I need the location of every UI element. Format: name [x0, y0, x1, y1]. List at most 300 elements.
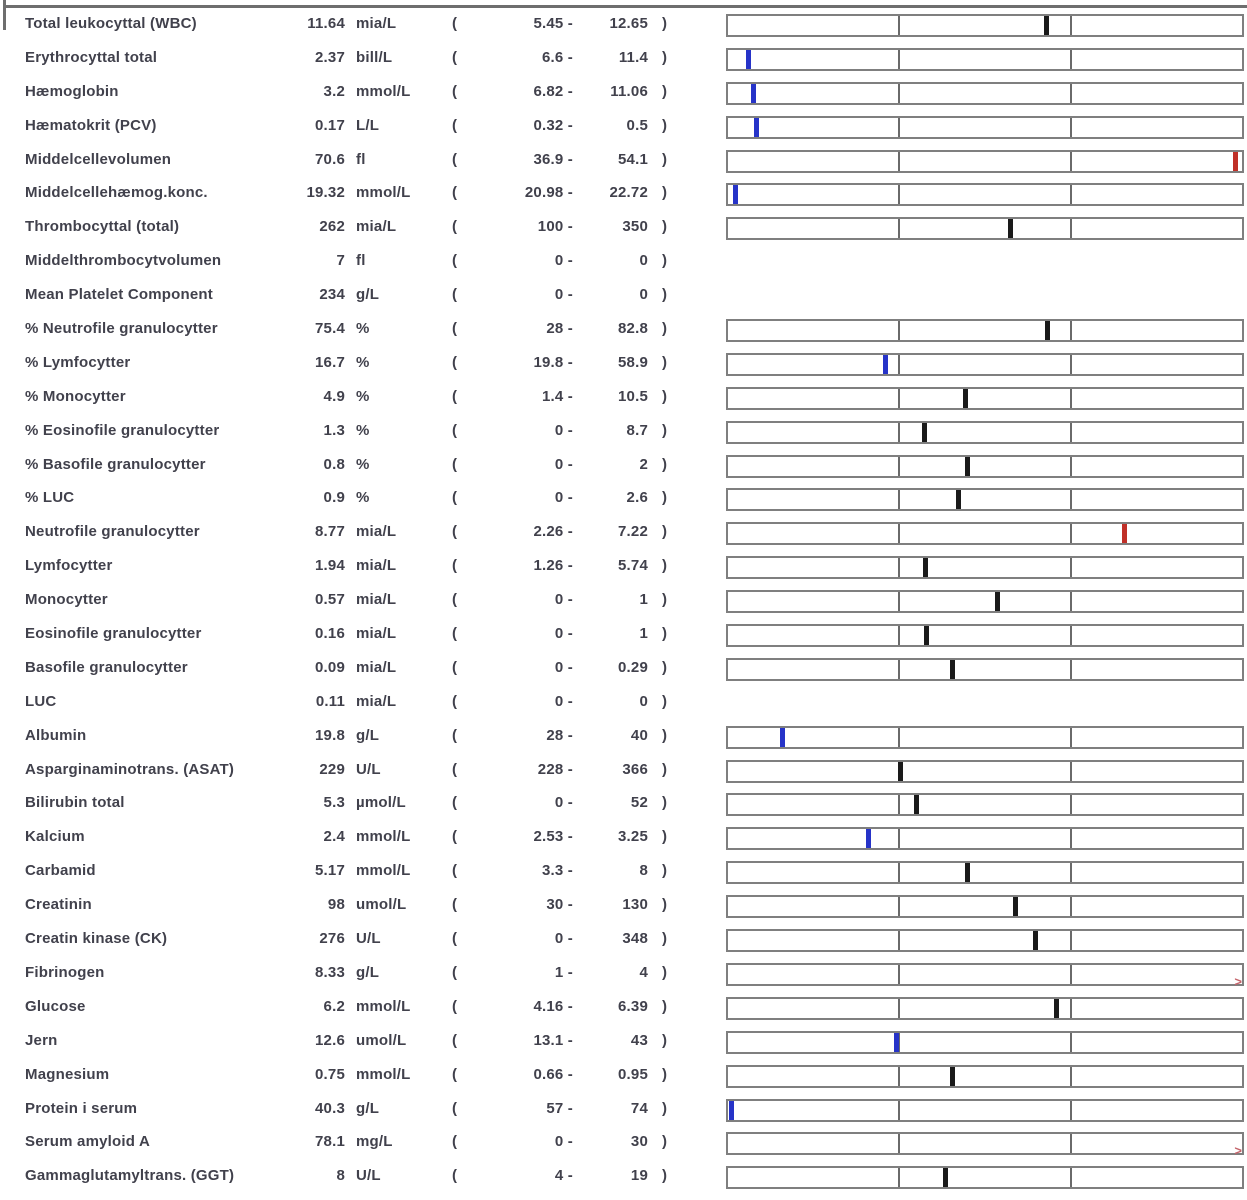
test-value: 16.7 [315, 353, 345, 371]
lab-result-row [0, 553, 1247, 587]
range-high-divider [1070, 389, 1072, 408]
lab-result-row [0, 757, 1247, 791]
range-high: 30 [630, 1133, 648, 1151]
range-close-paren: ) [662, 489, 668, 507]
test-value: 11.64 [307, 15, 345, 32]
test-unit: g/L [356, 963, 380, 981]
range-high: 0 [639, 286, 648, 304]
range-high: 43 [630, 1031, 648, 1049]
range-low: 3.3 - [541, 862, 573, 880]
test-value: 0.57 [315, 591, 345, 609]
value-tick [1233, 152, 1238, 171]
range-high-divider [1070, 118, 1072, 137]
range-low: 1.26 - [533, 557, 573, 575]
test-unit: fl [356, 252, 366, 270]
range-close-paren: ) [662, 760, 668, 778]
range-open-paren: ( [452, 862, 458, 880]
range-low: 0 - [554, 658, 573, 676]
range-low-divider [898, 152, 900, 171]
test-value: 0.16 [315, 625, 345, 643]
range-close-paren: ) [662, 353, 668, 371]
range-open-paren: ( [452, 387, 458, 405]
range-high-divider [1070, 1101, 1072, 1120]
lab-result-row [0, 485, 1247, 519]
range-bar [726, 353, 1244, 376]
range-high: 58.9 [618, 353, 648, 371]
range-close-paren: ) [662, 896, 668, 914]
test-unit: % [356, 489, 370, 507]
test-name: Glucose [25, 997, 86, 1015]
test-name: % Lymfocytter [25, 353, 131, 371]
range-bar [726, 183, 1244, 206]
test-name: Middelthrombocytvolumen [25, 252, 222, 270]
range-low-divider [898, 423, 900, 442]
value-tick [963, 389, 968, 408]
lab-result-row [0, 790, 1247, 824]
range-high-divider [1070, 152, 1072, 171]
range-low: 0 - [554, 591, 573, 609]
range-high-divider [1070, 762, 1072, 781]
range-high-divider [1070, 931, 1072, 950]
range-low-divider [898, 965, 900, 984]
test-name: Carbamid [25, 862, 96, 880]
range-high-divider [1070, 219, 1072, 238]
range-close-paren: ) [662, 15, 668, 32]
range-high: 7.22 [618, 523, 648, 541]
lab-result-row [0, 892, 1247, 926]
range-bar [726, 963, 1244, 989]
range-open-paren: ( [452, 692, 458, 710]
range-bar [726, 590, 1244, 613]
range-low-divider [898, 626, 900, 645]
range-open-paren: ( [452, 896, 458, 914]
test-unit: µmol/L [356, 794, 406, 812]
range-high: 10.5 [618, 387, 648, 405]
lab-result-row [0, 316, 1247, 350]
range-high: 40 [630, 726, 648, 744]
range-high: 74 [630, 1099, 648, 1117]
range-bar [726, 929, 1244, 952]
test-unit: mmol/L [356, 1065, 411, 1083]
test-unit: mia/L [356, 523, 397, 541]
test-value: 229 [319, 760, 345, 778]
range-bar [726, 455, 1244, 478]
test-name: Protein i serum [25, 1099, 138, 1117]
range-bar [726, 861, 1244, 884]
range-close-paren: ) [662, 150, 668, 168]
test-name: Middelcellevolumen [25, 150, 172, 168]
range-close-paren: ) [662, 1065, 668, 1083]
range-low: 19.8 - [533, 353, 573, 371]
test-unit: mia/L [356, 591, 397, 609]
range-close-paren: ) [662, 828, 668, 846]
offscale-marker: > [1234, 1143, 1242, 1159]
range-close-paren: ) [662, 421, 668, 439]
test-name: % Monocytter [25, 387, 126, 405]
range-high-divider [1070, 321, 1072, 340]
offscale-marker: > [1234, 973, 1242, 989]
range-close-paren: ) [662, 48, 668, 66]
range-bar [726, 760, 1244, 783]
range-high-divider [1070, 16, 1072, 35]
range-bar [726, 14, 1244, 37]
test-unit: % [356, 353, 370, 371]
range-close-paren: ) [662, 82, 668, 100]
range-low: 57 - [546, 1099, 573, 1117]
value-tick [965, 863, 970, 882]
lab-result-row [0, 960, 1247, 994]
range-open-paren: ( [452, 455, 458, 473]
lab-result-row [0, 994, 1247, 1028]
test-name: Lymfocytter [25, 557, 113, 575]
range-close-paren: ) [662, 862, 668, 880]
range-close-paren: ) [662, 997, 668, 1015]
range-bar [726, 997, 1244, 1020]
test-name: % Eosinofile granulocytter [25, 421, 220, 439]
lab-result-row [0, 621, 1247, 655]
range-low-divider [898, 524, 900, 543]
range-bar [726, 1099, 1244, 1122]
range-low-divider [898, 795, 900, 814]
range-low: 0 - [554, 692, 573, 710]
lab-result-row [0, 248, 1247, 282]
range-bar [726, 726, 1244, 749]
value-tick [923, 558, 928, 577]
range-open-paren: ( [452, 760, 458, 778]
test-unit: U/L [356, 760, 381, 778]
range-open-paren: ( [452, 658, 458, 676]
test-name: Neutrofile granulocytter [25, 523, 200, 541]
test-name: % Neutrofile granulocytter [25, 320, 218, 338]
test-unit: mia/L [356, 557, 397, 575]
range-close-paren: ) [662, 1031, 668, 1049]
lab-result-row [0, 1096, 1247, 1130]
range-low: 0 - [554, 930, 573, 948]
range-low-divider [898, 16, 900, 35]
range-low: 0.66 - [533, 1065, 573, 1083]
value-tick [956, 490, 961, 509]
range-close-paren: ) [662, 387, 668, 405]
range-open-paren: ( [452, 997, 458, 1015]
test-name: LUC [25, 692, 57, 710]
range-open-paren: ( [452, 150, 458, 168]
lab-result-row [0, 147, 1247, 181]
test-name: Total leukocyttal (WBC) [25, 15, 197, 32]
range-high: 22.72 [609, 184, 648, 202]
range-high: 366 [622, 760, 648, 778]
value-tick [950, 660, 955, 679]
range-low: 0.32 - [533, 116, 573, 134]
test-unit: mia/L [356, 692, 397, 710]
range-bar [726, 1065, 1244, 1088]
test-name: Basofile granulocytter [25, 658, 188, 676]
test-unit: % [356, 320, 370, 338]
range-low-divider [898, 592, 900, 611]
test-value: 4.9 [323, 387, 345, 405]
test-unit: g/L [356, 726, 380, 744]
value-tick [1054, 999, 1059, 1018]
test-value: 5.17 [315, 862, 345, 880]
value-tick [1033, 931, 1038, 950]
range-high-divider [1070, 660, 1072, 679]
test-unit: % [356, 455, 370, 473]
range-high: 54.1 [618, 150, 648, 168]
test-unit: mg/L [356, 1133, 393, 1151]
test-name: Hæmoglobin [25, 82, 119, 100]
test-name: Fibrinogen [25, 963, 105, 981]
test-value: 276 [319, 930, 345, 948]
lab-result-row [0, 655, 1247, 689]
range-open-paren: ( [452, 489, 458, 507]
test-name: Bilirubin total [25, 794, 125, 812]
range-open-paren: ( [452, 48, 458, 66]
range-high-divider [1070, 423, 1072, 442]
lab-result-row [0, 45, 1247, 79]
lab-result-row [0, 926, 1247, 960]
range-high: 2 [639, 455, 648, 473]
range-bar [726, 217, 1244, 240]
test-value: 0.11 [315, 692, 345, 710]
range-low-divider [898, 389, 900, 408]
range-bar [726, 319, 1244, 342]
test-value: 0.75 [315, 1065, 345, 1083]
test-value: 3.2 [323, 82, 345, 100]
range-open-paren: ( [452, 184, 458, 202]
test-value: 5.3 [323, 794, 345, 812]
range-low-divider [898, 660, 900, 679]
range-low-divider [898, 1067, 900, 1086]
test-value: 1.94 [315, 557, 345, 575]
test-name: Creatin kinase (CK) [25, 930, 168, 948]
test-name: Mean Platelet Component [25, 286, 213, 304]
range-open-paren: ( [452, 726, 458, 744]
range-low-divider [898, 999, 900, 1018]
range-open-paren: ( [452, 252, 458, 270]
lab-result-row [0, 350, 1247, 384]
test-value: 0.17 [315, 116, 345, 134]
range-open-paren: ( [452, 421, 458, 439]
range-bar [726, 1031, 1244, 1054]
range-low: 0 - [554, 1133, 573, 1151]
range-open-paren: ( [452, 828, 458, 846]
test-unit: % [356, 421, 370, 439]
value-tick [943, 1168, 948, 1187]
range-close-paren: ) [662, 726, 668, 744]
test-unit: L/L [356, 116, 380, 134]
range-high-divider [1070, 558, 1072, 577]
range-open-paren: ( [452, 625, 458, 643]
value-tick [995, 592, 1000, 611]
test-unit: umol/L [356, 1031, 407, 1049]
test-value: 78.1 [315, 1133, 345, 1151]
range-high-divider [1070, 1134, 1072, 1153]
range-bar [726, 387, 1244, 410]
range-low: 228 - [537, 760, 573, 778]
range-close-paren: ) [662, 591, 668, 609]
value-tick [1008, 219, 1013, 238]
range-bar [726, 556, 1244, 579]
range-low: 0 - [554, 421, 573, 439]
test-name: Serum amyloid A [25, 1133, 150, 1151]
range-open-paren: ( [452, 353, 458, 371]
range-open-paren: ( [452, 286, 458, 304]
range-low: 20.98 - [524, 184, 573, 202]
range-low: 0 - [554, 286, 573, 304]
range-low-divider [898, 728, 900, 747]
lab-result-row [0, 723, 1247, 757]
range-high: 1 [639, 591, 648, 609]
range-low: 1.4 - [541, 387, 573, 405]
test-unit: mmol/L [356, 184, 411, 202]
test-unit: U/L [356, 930, 381, 948]
test-value: 262 [319, 218, 345, 236]
range-high-divider [1070, 50, 1072, 69]
range-low-divider [898, 1168, 900, 1187]
range-open-paren: ( [452, 557, 458, 575]
test-name: Erythrocyttal total [25, 48, 158, 66]
range-low-divider [898, 185, 900, 204]
range-bar [726, 827, 1244, 850]
range-high: 82.8 [618, 320, 648, 338]
test-unit: umol/L [356, 896, 407, 914]
range-low: 36.9 - [533, 150, 573, 168]
range-close-paren: ) [662, 557, 668, 575]
range-close-paren: ) [662, 963, 668, 981]
test-value: 19.8 [315, 726, 345, 744]
range-high: 52 [630, 794, 648, 812]
test-name: Thrombocyttal (total) [25, 218, 180, 236]
range-open-paren: ( [452, 82, 458, 100]
range-low: 6.82 - [533, 82, 573, 100]
range-open-paren: ( [452, 116, 458, 134]
range-close-paren: ) [662, 625, 668, 643]
range-close-paren: ) [662, 184, 668, 202]
test-unit: mia/L [356, 15, 397, 32]
test-name: Kalcium [25, 828, 85, 846]
value-tick [965, 457, 970, 476]
test-unit: % [356, 387, 370, 405]
range-high-divider [1070, 897, 1072, 916]
test-value: 75.4 [315, 320, 345, 338]
range-bar [726, 421, 1244, 444]
lab-result-row [0, 1163, 1247, 1197]
range-low: 0 - [554, 489, 573, 507]
range-low-divider [898, 829, 900, 848]
lab-result-row [0, 519, 1247, 553]
range-open-paren: ( [452, 1099, 458, 1117]
range-open-paren: ( [452, 930, 458, 948]
range-high: 5.74 [618, 557, 648, 575]
lab-result-row [0, 824, 1247, 858]
range-low: 2.53 - [533, 828, 573, 846]
range-low: 4 - [554, 1167, 573, 1185]
range-low: 0 - [554, 794, 573, 812]
range-low: 28 - [546, 726, 573, 744]
range-high: 0 [639, 692, 648, 710]
range-bar [726, 793, 1244, 816]
range-low: 0 - [554, 252, 573, 270]
test-value: 98 [327, 896, 345, 914]
test-unit: mmol/L [356, 828, 411, 846]
range-low: 13.1 - [533, 1031, 573, 1049]
range-bar [726, 658, 1244, 681]
range-close-paren: ) [662, 455, 668, 473]
lab-result-row [0, 1129, 1247, 1163]
test-unit: g/L [356, 1099, 380, 1117]
test-name: Asparginaminotrans. (ASAT) [25, 760, 235, 778]
range-bar [726, 522, 1244, 545]
range-low: 5.45 - [533, 15, 573, 32]
range-close-paren: ) [662, 658, 668, 676]
range-open-paren: ( [452, 218, 458, 236]
range-open-paren: ( [452, 1133, 458, 1151]
range-close-paren: ) [662, 320, 668, 338]
test-name: % Basofile granulocytter [25, 455, 206, 473]
range-high-divider [1070, 863, 1072, 882]
range-high-divider [1070, 829, 1072, 848]
value-tick [1122, 524, 1127, 543]
value-tick [751, 84, 756, 103]
value-tick [1045, 321, 1050, 340]
range-bar [726, 488, 1244, 511]
range-high: 0.29 [618, 658, 648, 676]
range-close-paren: ) [662, 252, 668, 270]
test-name: Eosinofile granulocytter [25, 625, 202, 643]
test-value: 6.2 [323, 997, 345, 1015]
value-tick [866, 829, 871, 848]
lab-result-row [0, 1028, 1247, 1062]
value-tick [733, 185, 738, 204]
test-value: 234 [319, 286, 345, 304]
lab-result-row [0, 214, 1247, 248]
range-open-paren: ( [452, 15, 458, 32]
range-high-divider [1070, 728, 1072, 747]
range-close-paren: ) [662, 692, 668, 710]
test-value: 8 [336, 1167, 345, 1185]
range-bar [726, 1166, 1244, 1189]
range-low-divider [898, 558, 900, 577]
test-name: Gammaglutamyltrans. (GGT) [25, 1167, 235, 1185]
range-high: 12.65 [609, 15, 648, 32]
range-high: 6.39 [618, 997, 648, 1015]
test-value: 1.3 [323, 421, 345, 439]
test-unit: mmol/L [356, 997, 411, 1015]
range-low: 28 - [546, 320, 573, 338]
range-close-paren: ) [662, 794, 668, 812]
range-bar [726, 48, 1244, 71]
range-open-paren: ( [452, 963, 458, 981]
range-bar [726, 116, 1244, 139]
range-open-paren: ( [452, 591, 458, 609]
range-high: 2.6 [626, 489, 648, 507]
range-low: 100 - [537, 218, 573, 236]
range-close-paren: ) [662, 523, 668, 541]
range-low-divider [898, 118, 900, 137]
range-open-paren: ( [452, 523, 458, 541]
range-close-paren: ) [662, 1099, 668, 1117]
value-tick [924, 626, 929, 645]
test-name: Creatinin [25, 896, 92, 914]
value-tick [729, 1101, 734, 1120]
range-close-paren: ) [662, 1167, 668, 1185]
range-low-divider [898, 1134, 900, 1153]
range-high-divider [1070, 185, 1072, 204]
range-high-divider [1070, 626, 1072, 645]
test-value: 0.09 [315, 658, 345, 676]
range-high: 0.5 [626, 116, 648, 134]
test-unit: mia/L [356, 658, 397, 676]
range-bar [726, 150, 1244, 173]
